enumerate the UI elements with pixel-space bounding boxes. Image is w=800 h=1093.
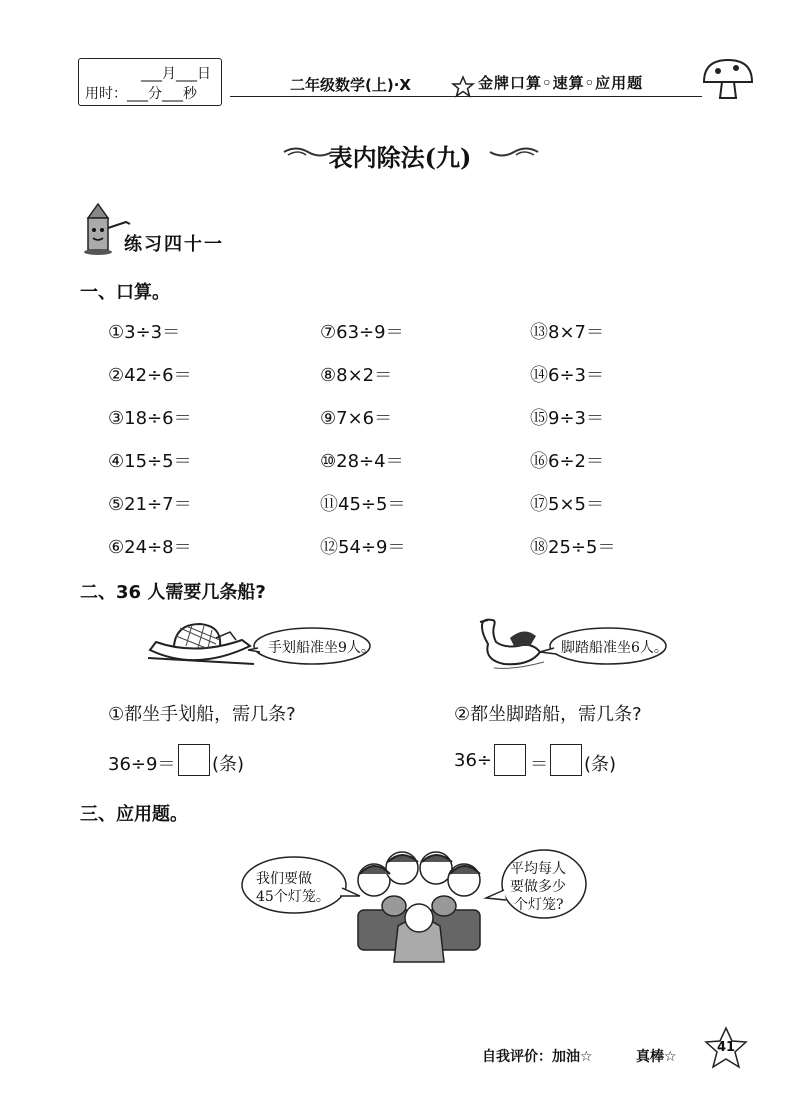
bubble-children-right-line1: 平均每人	[510, 861, 566, 877]
problem-11: ⑪45÷5＝	[320, 494, 406, 515]
bubble-children-right-line2: 要做多少	[510, 879, 566, 895]
header-tags: 金牌口算◦速算◦应用题	[478, 74, 644, 92]
problem-4: ④15÷5＝	[108, 451, 192, 472]
header-rule	[230, 96, 702, 97]
problem-8: ⑧8×2＝	[320, 365, 393, 386]
equation-2-unit: (条)	[584, 754, 617, 775]
equation-2-equals: ＝	[530, 754, 548, 775]
star-icon	[452, 76, 474, 98]
date-time-box	[78, 58, 222, 106]
bubble-swanboat-text: 脚踏船准坐6人。	[561, 640, 668, 656]
children-lanterns-illustration	[344, 846, 494, 962]
problem-5: ⑤21÷7＝	[108, 494, 192, 515]
problem-16: ⑯6÷2＝	[530, 451, 604, 472]
question-2: ②都坐脚踏船，需几条?	[454, 704, 642, 725]
book-title: 二年级数学(上)·X	[290, 76, 411, 94]
equation-2-left: 36÷	[454, 750, 492, 771]
problem-2: ②42÷6＝	[108, 365, 192, 386]
problem-7: ⑦63÷9＝	[320, 322, 404, 343]
problem-17: ⑰5×5＝	[530, 494, 604, 515]
bubble-rowboat-text: 手划船准坐9人。	[268, 640, 375, 656]
problem-13: ⑬8×7＝	[530, 322, 604, 343]
problem-1: ①3÷3＝	[108, 322, 181, 343]
section2-heading: 二、36 人需要几条船?	[80, 582, 266, 603]
question-1: ①都坐手划船，需几条?	[108, 704, 296, 725]
bubble-children-left-line1: 我们要做	[256, 871, 312, 887]
bubble-children-right-line3: 个灯笼?	[514, 897, 564, 913]
problem-9: ⑨7×6＝	[320, 408, 393, 429]
rowboat-icon	[146, 616, 256, 672]
answer-box-2b[interactable]	[550, 744, 582, 776]
problem-15: ⑮9÷3＝	[530, 408, 604, 429]
self-evaluation: 自我评价：加油☆	[482, 1049, 593, 1065]
problem-14: ⑭6÷3＝	[530, 365, 604, 386]
answer-box-1[interactable]	[178, 744, 210, 776]
page-title: 表内除法(九)	[328, 143, 472, 172]
problem-6: ⑥24÷8＝	[108, 537, 192, 558]
problem-10: ⑩28÷4＝	[320, 451, 404, 472]
ornament-right-icon	[488, 143, 540, 161]
equation-1-unit: (条)	[212, 754, 245, 775]
great-rating: 真棒☆	[636, 1049, 677, 1065]
mushroom-icon	[700, 56, 756, 102]
time-line: 用时：___分___秒	[85, 86, 197, 102]
problem-12: ⑫54÷9＝	[320, 537, 406, 558]
problem-3: ③18÷6＝	[108, 408, 192, 429]
date-line: ___月___日	[141, 66, 211, 82]
equation-1-left: 36÷9＝	[108, 754, 176, 775]
bubble-children-left-line2: 45个灯笼。	[256, 889, 330, 905]
section1-heading: 一、口算。	[80, 282, 170, 303]
answer-box-2a[interactable]	[494, 744, 526, 776]
problem-18: ⑱25÷5＝	[530, 537, 616, 558]
section3-heading: 三、应用题。	[80, 804, 188, 825]
exercise-title: 练习四十一	[124, 234, 224, 255]
page-number: 41	[717, 1040, 736, 1055]
